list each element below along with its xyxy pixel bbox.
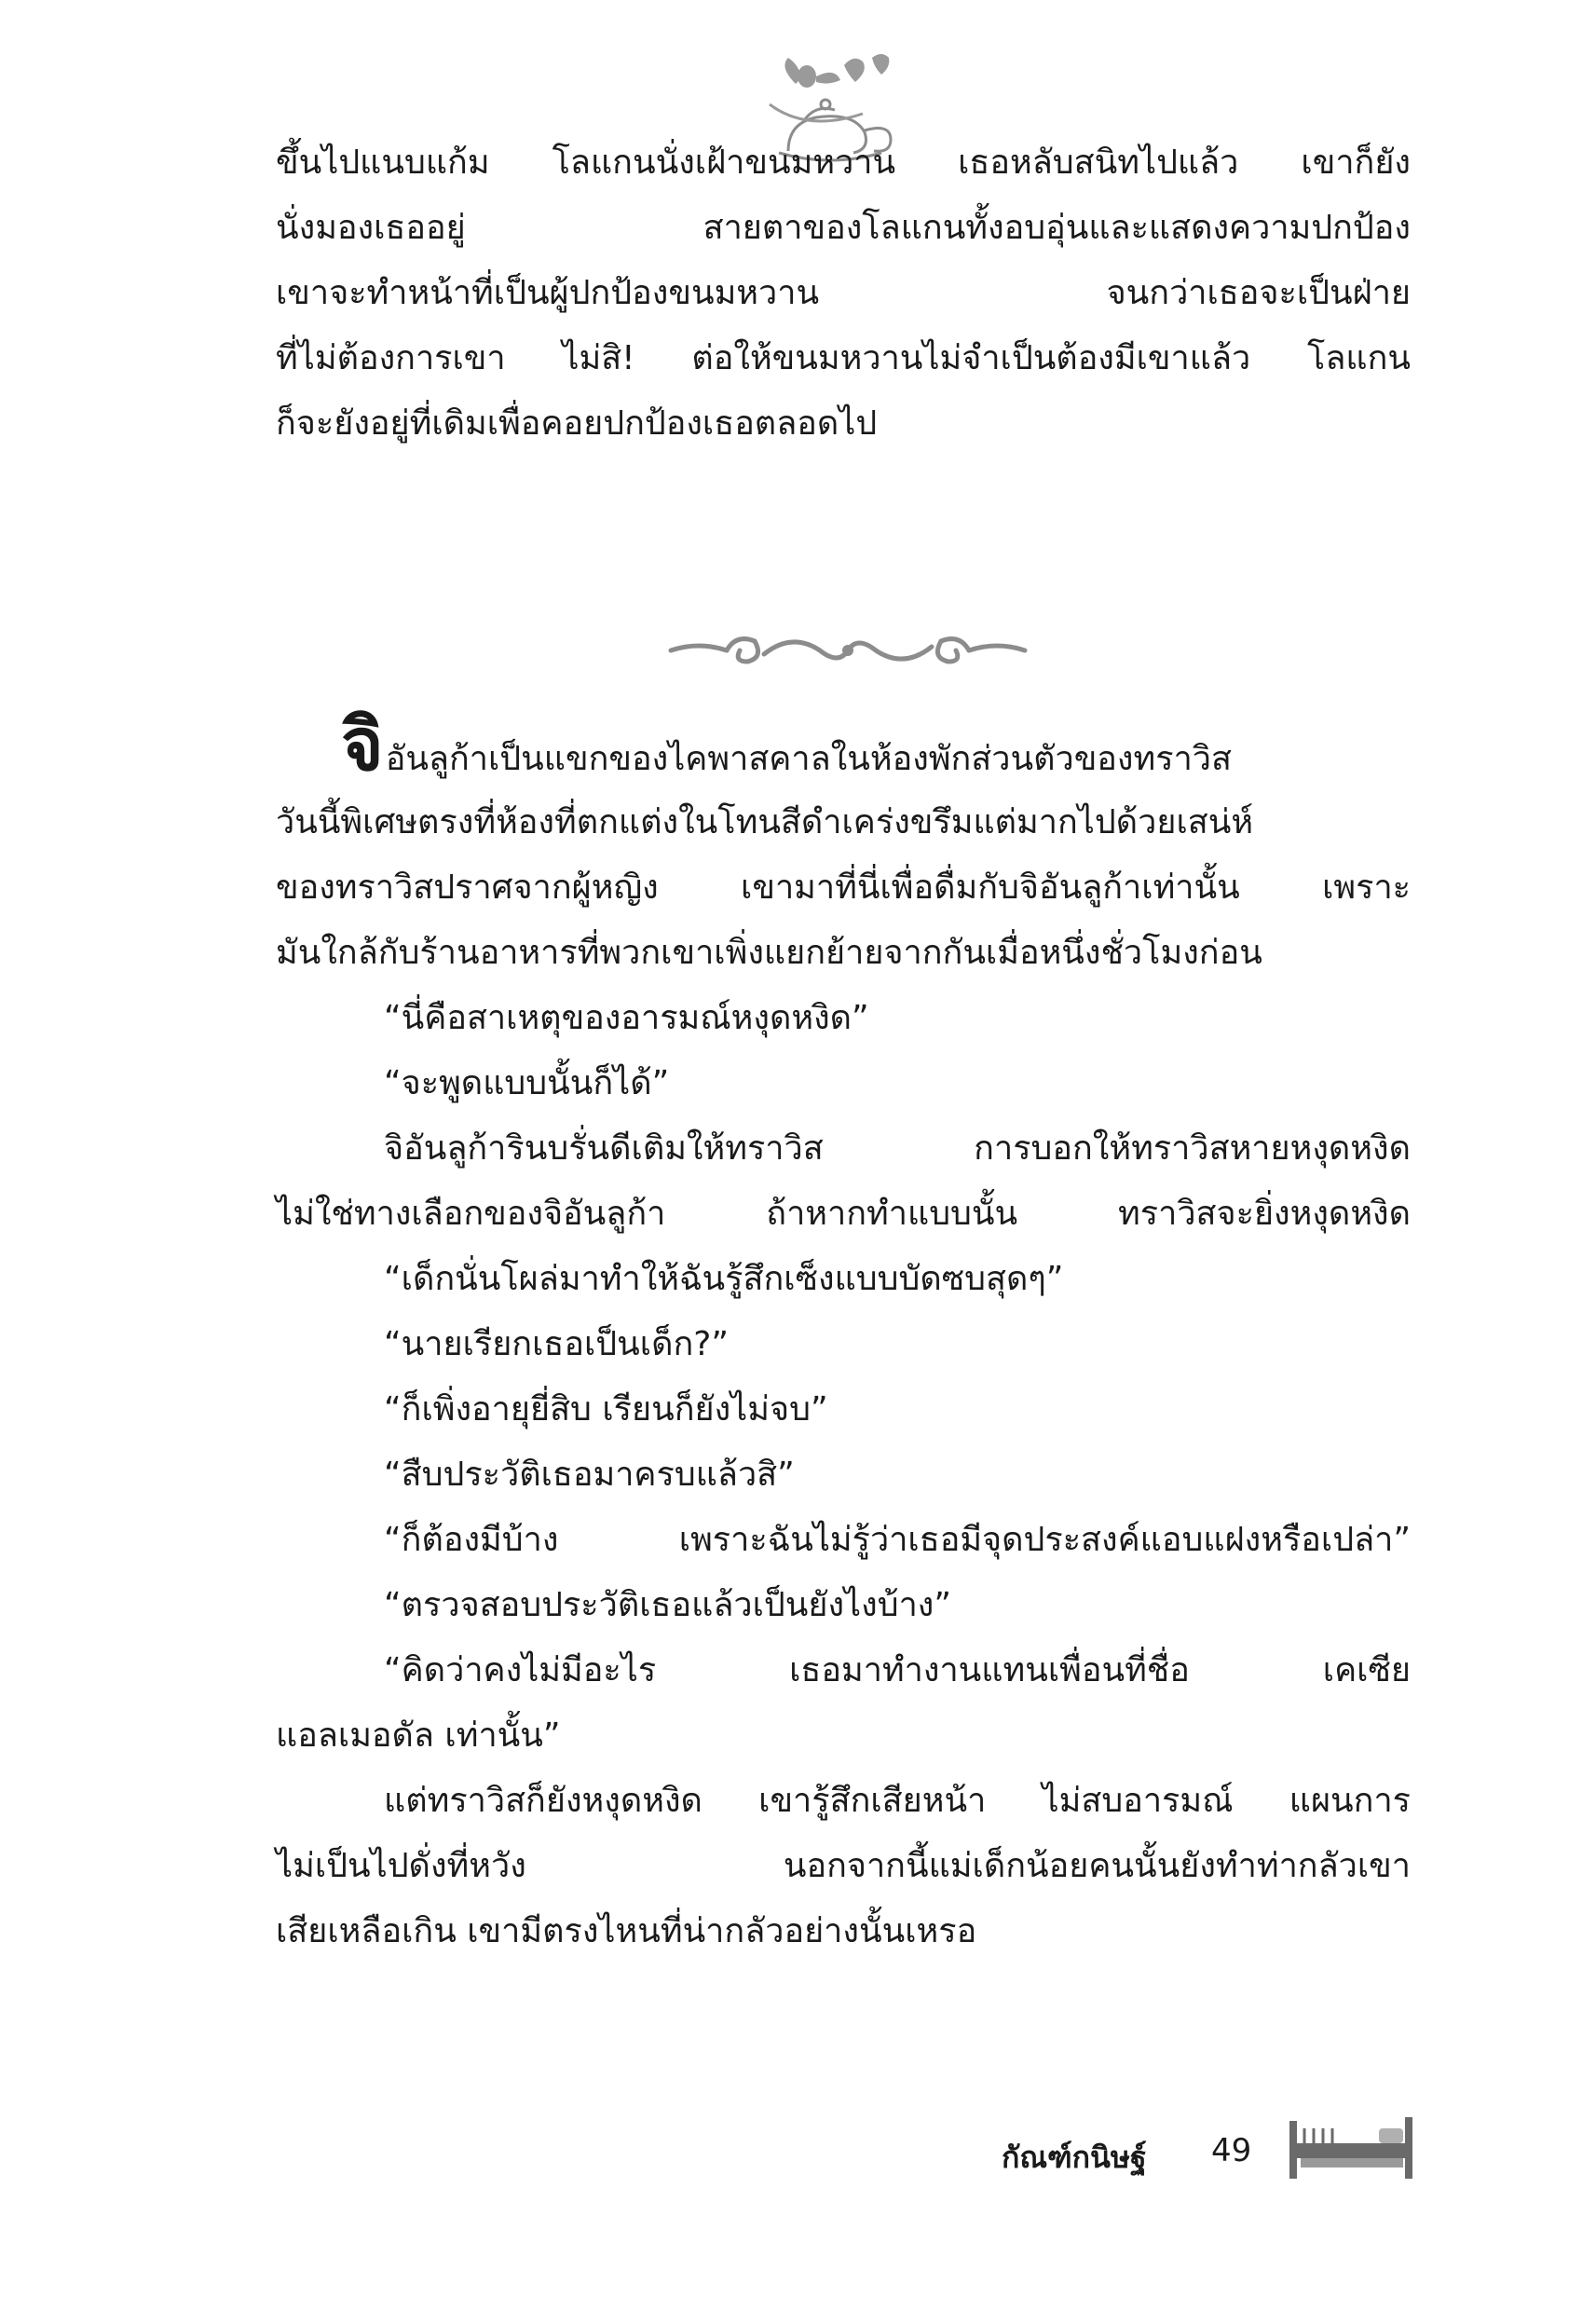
- bed-icon: [1286, 2115, 1416, 2182]
- body-line: “นี่คือสาเหตุของอารมณ์หงุดหงิด”: [384, 999, 869, 1037]
- body-line: “คิดว่าคงไม่มีอะไร เธอมาทำงานแทนเพื่อนที่ชื่อ เคเซีย: [384, 1651, 1411, 1689]
- body-line: “เด็กนั่นโผล่มาทำให้ฉันรู้สึกเซ็งแบบบัดซบสุดๆ”: [384, 1260, 1064, 1298]
- body-line: “ก็เพิ่งอายุยี่สิบ เรียนก็ยังไม่จบ”: [384, 1390, 828, 1429]
- body-line: จิอันลูก้ารินบรั่นดีเติมให้ทราวิส การบอกให้ทราวิสหายหงุดหงิด: [384, 1129, 1411, 1168]
- top-paragraph-line-3: เขาจะทำหน้าที่เป็นผู้ปกป้องขนมหวาน จนกว่าเธอจะเป็นฝ่าย: [276, 274, 1411, 312]
- scroll-divider-icon: [662, 613, 1034, 688]
- body-line: ไม่ใช่ทางเลือกของจิอันลูก้า ถ้าหากทำแบบนั้น ทราวิสจะยิ่งหงุดหงิด: [276, 1195, 1411, 1233]
- body-line: “สืบประวัติเธอมาครบแล้วสิ”: [384, 1456, 795, 1494]
- top-paragraph-line-2: นั่งมองเธออยู่ สายตาของโลแกนทั้งอบอุ่นและแสดงความปกป้อง: [276, 209, 1411, 247]
- body-line: “นายเรียกเธอเป็นเด็ก?”: [384, 1325, 730, 1363]
- section-line-2: วันนี้พิเศษตรงที่ห้องที่ตกแต่งในโทนสีดำเคร่งขรึมแต่มากไปด้วยเสน่ห์: [276, 803, 1254, 841]
- body-line: “ก็ต้องมีบ้าง เพราะฉันไม่รู้ว่าเธอมีจุดประสงค์แอบแฝงหรือเปล่า”: [384, 1521, 1411, 1559]
- body-line: “ตรวจสอบประวัติเธอแล้วเป็นยังไงบ้าง”: [384, 1586, 952, 1624]
- top-paragraph-line-4: ที่ไม่ต้องการเขา ไม่สิ! ต่อให้ขนมหวานไม่จำเป็นต้องมีเขาแล้ว โลแกน: [276, 339, 1411, 377]
- top-paragraph-line-1: ขึ้นไปแนบแก้ม โลแกนนั่งเฝ้าขนมหวาน เธอหลับสนิทไปแล้ว เขาก็ยัง: [276, 144, 1411, 182]
- section-line-3: ของทราวิสปราศจากผู้หญิง เขามาที่นี่เพื่อดื่มกับจิอันลูก้าเท่านั้น เพราะ: [276, 868, 1411, 907]
- section-first-line: [276, 704, 1411, 792]
- top-paragraph-line-5: ก็จะยังอยู่ที่เดิมเพื่อคอยปกป้องเธอตลอดไป: [276, 404, 878, 443]
- body-line: แต่ทราวิสก็ยังหงุดหงิด เขารู้สึกเสียหน้า ไม่สบอารมณ์ แผนการ: [384, 1782, 1411, 1820]
- book-title: กัณฑ์กนิษฐ์: [1002, 2140, 1147, 2175]
- section-first-line-text: อันลูก้าเป็นแขกของไคพาสคาลในห้องพักส่วนตัวของทราวิส: [385, 740, 1232, 778]
- body-line: เสียเหลือเกิน เขามีตรงไหนที่น่ากลัวอย่างนั้นเหรอ: [276, 1912, 977, 1950]
- body-line: ไม่เป็นไปดั่งที่หวัง นอกจากนี้แม่เด็กน้อยคนนั้นยังทำท่ากลัวเขา: [276, 1847, 1411, 1885]
- drop-cap: จิ: [341, 704, 384, 787]
- section-line-4: มันใกล้กับร้านอาหารที่พวกเขาเพิ่งแยกย้ายจากกันเมื่อหนึ่งชั่วโมงก่อน: [276, 934, 1262, 972]
- body-line: “จะพูดแบบนั้นก็ได้”: [384, 1064, 670, 1102]
- body-line: แอลเมอดัล เท่านั้น”: [276, 1716, 561, 1755]
- page-number: 49: [1211, 2132, 1252, 2169]
